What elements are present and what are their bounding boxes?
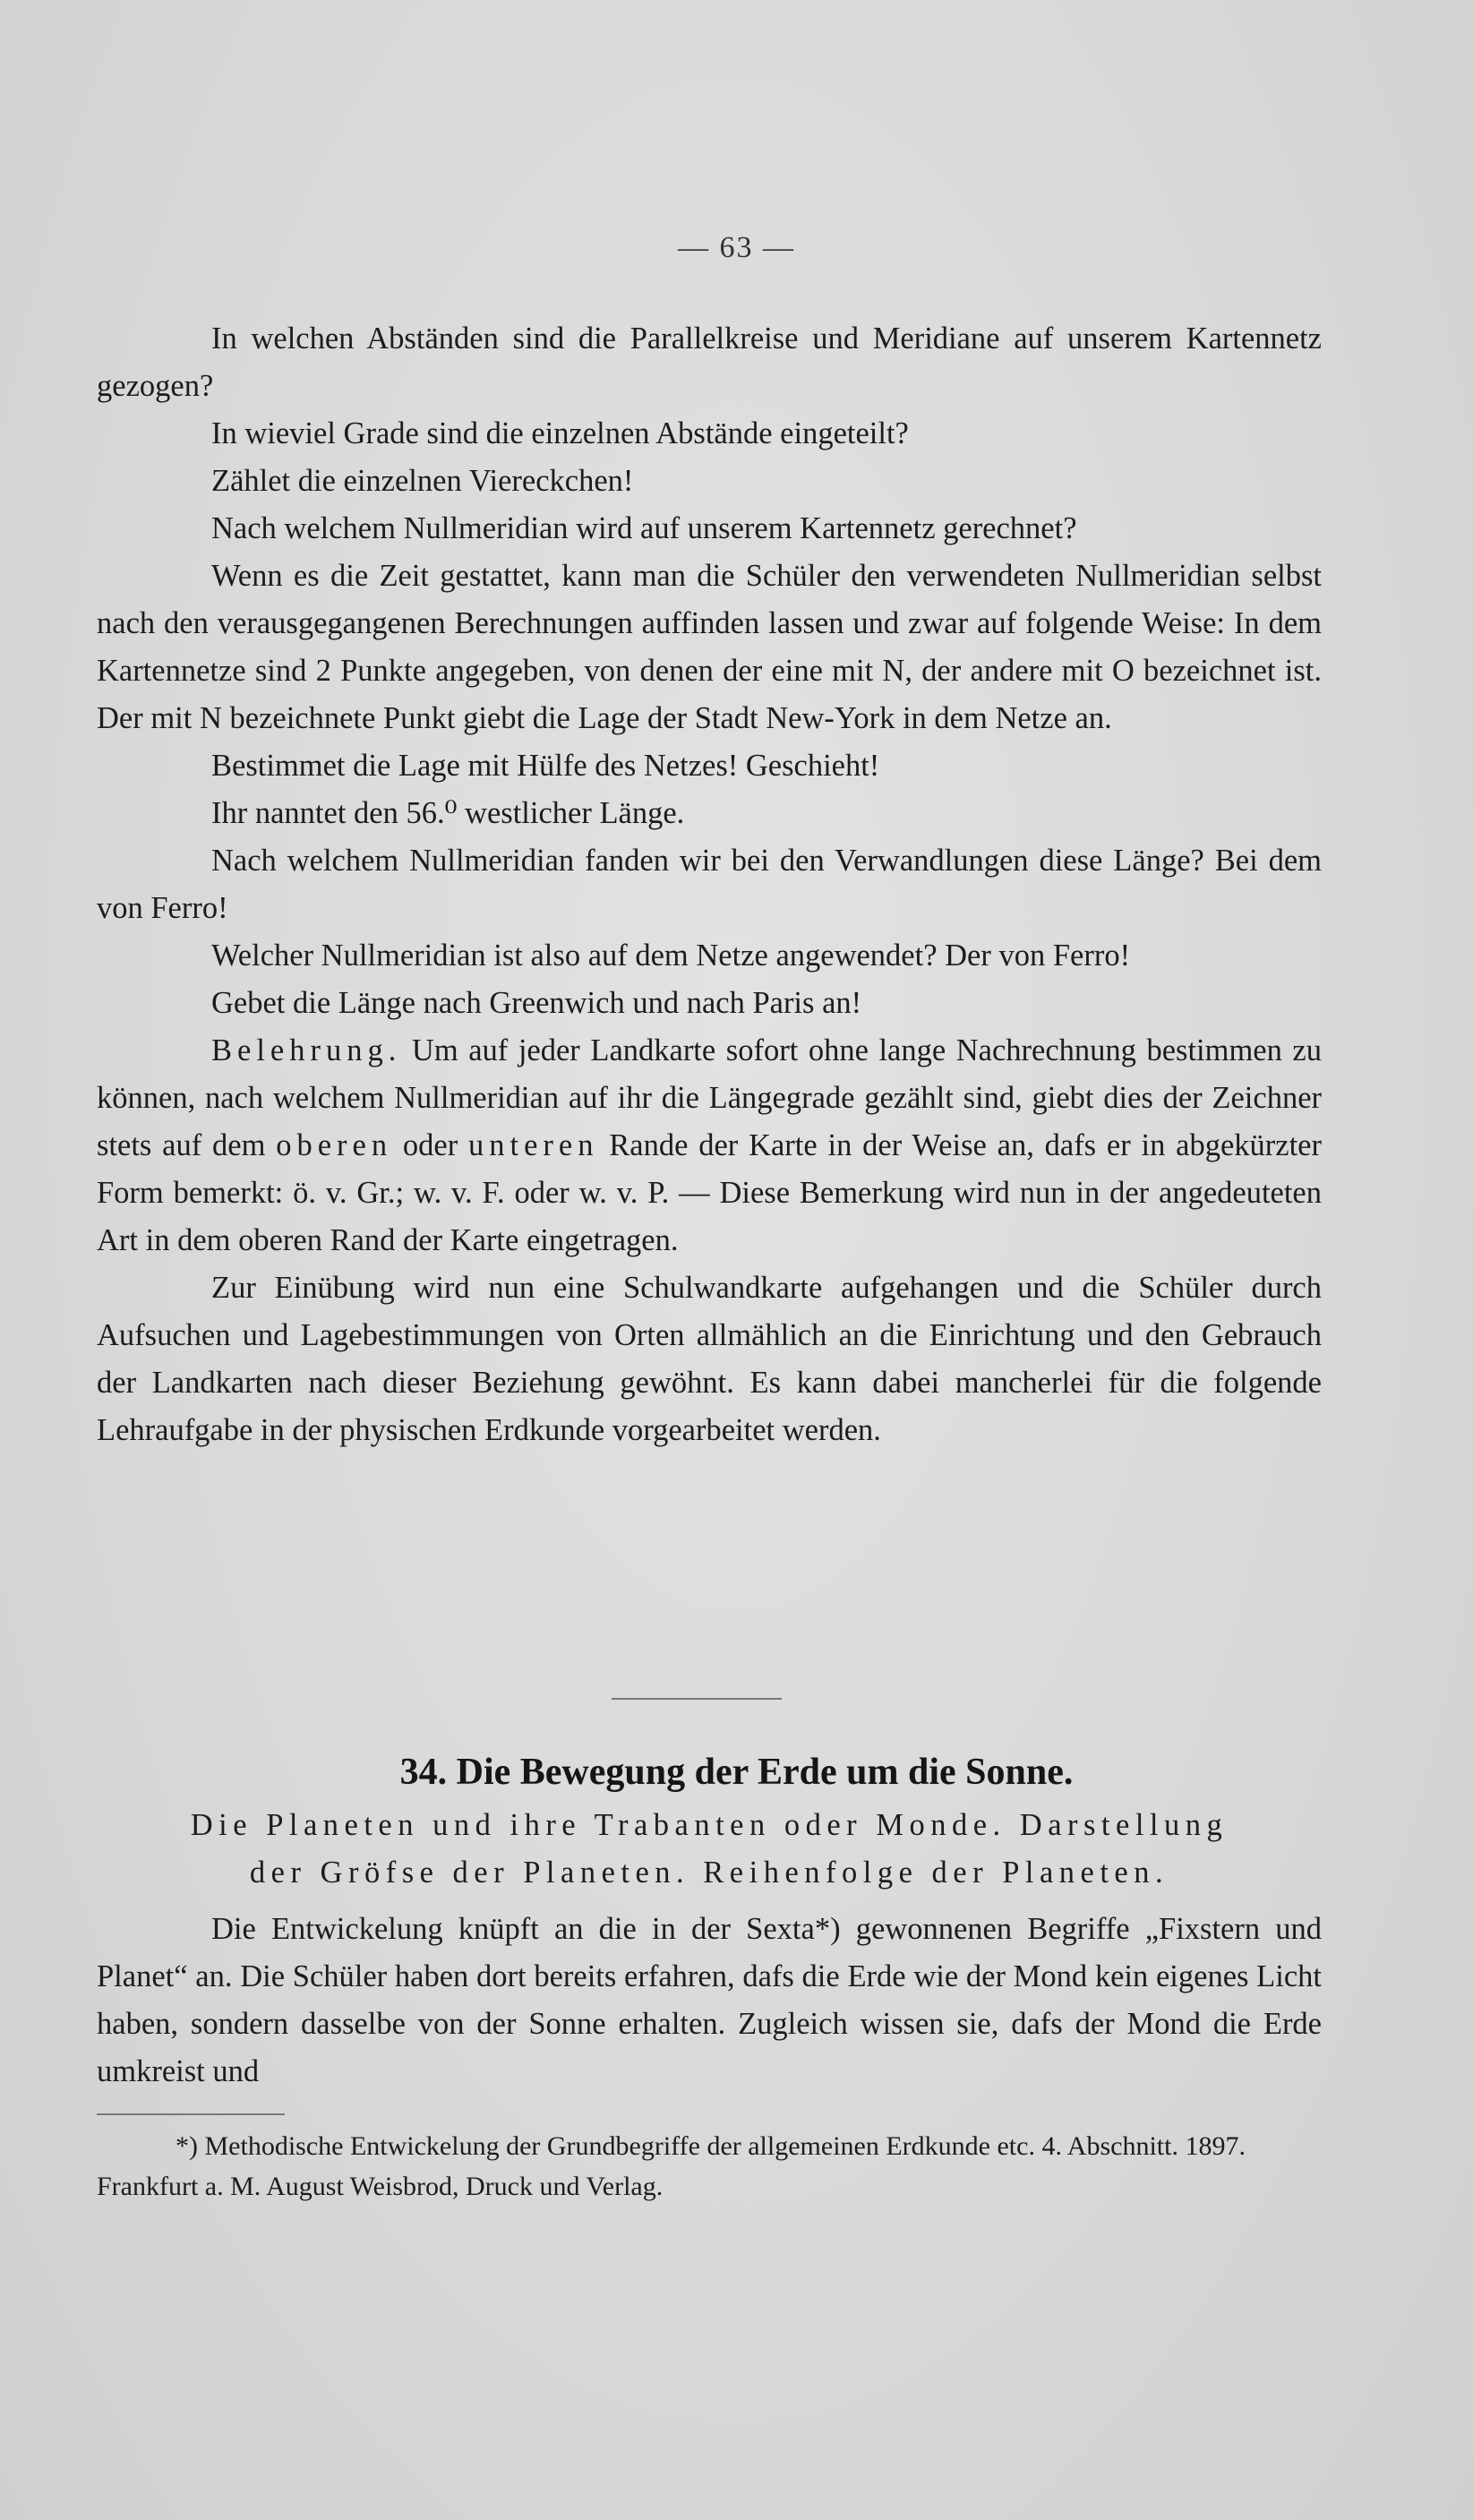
- question-paragraph: Welcher Nullmeridian ist also auf dem Netze angewendet? Der von Ferro!: [211, 939, 1131, 973]
- footnote-text: *) Methodische Entwickelung der Grundbegriffe der allgemeinen Erdkunde etc. 4. Abschnitt. 1897. Frankfurt a. M. August Weisbrod, Druck und Verlag.: [97, 2131, 1246, 2201]
- section-divider: [612, 1698, 782, 1700]
- section-heading: 34. Die Bewegung der Erde um die Sonne.: [399, 1752, 1074, 1793]
- belehrung-paragraph: [97, 1027, 1322, 1264]
- footnote-rule: [97, 2113, 285, 2115]
- belehrung-label: Belehrung.: [211, 1033, 402, 1067]
- belehrung-text: Rande der Karte in der Weise an, dafs er in abgekürzter Form bemerkt: ö. v. Gr.; w. v. F. oder w. v. P. — Diese Bemerkung wird nun in der angedeuteten Art in dem oberen Rand der Karte eingetragen.: [97, 1128, 1322, 1257]
- footnote: [97, 2126, 1322, 2207]
- main-text: [97, 315, 1322, 1454]
- question-paragraph: In welchen Abständen sind die Parallelkreise und Meridiane auf unserem Kartennetz gezogen?: [97, 321, 1322, 403]
- section-body-paragraph: Die Entwickelung knüpft an die in der Sexta*) gewonnenen Begriffe „Fixstern und Planet“ an. Die Schüler haben dort bereits erfahren, dafs die Erde wie der Mond kein eigenes Licht haben, sondern dasselbe von der Sonne erhalten. Zugleich wissen sie, dafs der Mond die Erde umkreist und: [97, 1912, 1322, 2088]
- subheading-line: Die Planeten und ihre Trabanten oder Monde. Darstellung: [190, 1808, 1229, 1842]
- question-paragraph: Bestimmet die Lage mit Hülfe des Netzes! Geschieht!: [211, 749, 880, 783]
- question-paragraph: In wieviel Grade sind die einzelnen Abstände eingeteilt?: [211, 416, 909, 450]
- subheading-line: der Gröfse der Planeten. Reihenfolge der Planeten.: [249, 1856, 1169, 1890]
- section-subheading: [97, 1802, 1322, 1897]
- section-body: [97, 1906, 1322, 2096]
- question-paragraph: Nach welchem Nullmeridian wird auf unserem Kartennetz gerechnet?: [211, 511, 1077, 545]
- emphasis-oberen: oberen: [276, 1128, 393, 1162]
- question-paragraph: Zählet die einzelnen Viereckchen!: [211, 464, 634, 498]
- closing-paragraph: Zur Einübung wird nun eine Schulwandkarte aufgehangen und die Schüler durch Aufsuchen und Lagebestimmungen von Orten allmählich an die Einrichtung und den Gebrauch der Landkarten nach dieser Beziehung gewöhnt. Es kann dabei mancherlei für die folgende Lehraufgabe in der physischen Erdkunde vorgearbeitet werden.: [97, 1271, 1322, 1447]
- question-paragraph: Nach welchem Nullmeridian fanden wir bei den Verwandlungen diese Länge? Bei dem von Ferro!: [97, 844, 1322, 925]
- page-number: — 63 —: [678, 231, 795, 264]
- question-paragraph: Gebet die Länge nach Greenwich und nach Paris an!: [211, 986, 862, 1020]
- belehrung-text: Um auf jeder Landkarte sofort ohne lange Nachrechnung bestimmen zu können, nach welchem Nullmeridian auf ihr die Längegrade gezählt sind, giebt dies der Zeichner stets auf dem: [97, 1033, 1322, 1162]
- emphasis-unteren: unteren: [468, 1128, 599, 1162]
- question-paragraph: Ihr nanntet den 56.⁰ westlicher Länge.: [211, 796, 685, 830]
- instruction-paragraph: Wenn es die Zeit gestattet, kann man die Schüler den verwendeten Nullmeridian selbst nach den verausgegangenen Berechnungen auffinden lassen und zwar auf folgende Weise: In dem Kartennetze sind 2 Punkte angegeben, von denen der eine mit N, der andere mit O bezeichnet ist. Der mit N bezeichnete Punkt giebt die Lage der Stadt New-York in dem Netze an.: [97, 559, 1322, 735]
- belehrung-text: oder: [392, 1128, 469, 1162]
